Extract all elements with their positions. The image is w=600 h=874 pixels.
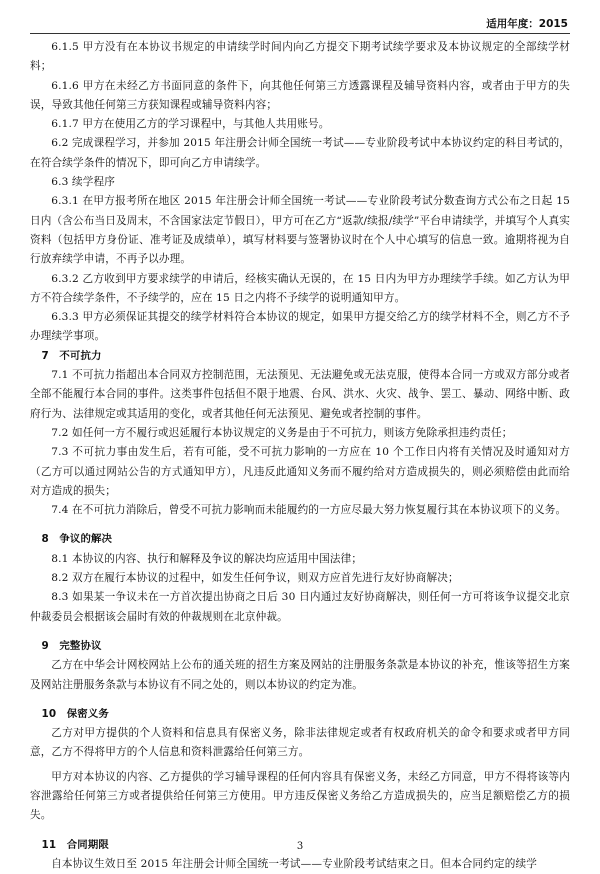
clause-7-1: 7.1 不可抗力指超出本合同双方控制范围，无法预见、无法避免或无法克服，使得本合同一方或双方部分或者全部不能履行本合同的事件。这类事件包括但不限于地震、台风、洪水、火灾、战争、罢工、暴动、网络中断、政府行为、法律规定或其适用的变化，或者其他任何无法预见、避免或者控制的事件。 bbox=[30, 369, 570, 420]
clause-10-a: 乙方对甲方提供的个人资料和信息具有保密义务，除非法律规定或者有权政府机关的命令和要求或者甲方同意，乙方不得将甲方的个人信息和资料泄露给任何第三方。 bbox=[30, 727, 570, 759]
clause-6-3-heading: 6.3 续学程序 bbox=[51, 176, 115, 189]
clause-6-3-3: 6.3.3 甲方必须保证其提交的续学材料符合本协议的规定，如果甲方提交给乙方的续学材料不全，则乙方不予办理续学事项。 bbox=[30, 311, 570, 343]
clause-9: 乙方在中华会计网校网站上公布的通关班的招生方案及网站的注册服务条款是本协议的补充，惟该等招生方案及网站注册服务条款与本协议有不同之处的，则以本协议的约定为准。 bbox=[30, 659, 570, 691]
section-8-heading: 8 争议的解决 bbox=[41, 533, 113, 546]
clause-10-b: 甲方对本协议的内容、乙方提供的学习辅导课程的任何内容具有保密义务，未经乙方同意，甲方不得将该等内容泄露给任何第三方或者提供给任何第三方使用。甲方违反保密义务给乙方造成损失的，应当足额赔偿乙方的损失。 bbox=[30, 770, 570, 822]
section-7-heading: 7 不可抗力 bbox=[41, 349, 102, 362]
applicable-year-label: 适用年度：2015 bbox=[486, 18, 568, 30]
clause-7-2: 7.2 如任何一方不履行或迟延履行本协议规定的义务是由于不可抗力，则该方免除承担违约责任； bbox=[51, 426, 513, 439]
clause-6-1-5: 6.1.5 甲方没有在本协议书规定的申请续学时间内向乙方提交下期考试续学要求及本协议规定的全部续学材料； bbox=[30, 41, 570, 73]
clause-11: 自本协议生效日至 2015 年注册会计师全国统一考试——专业阶段考试结束之日。但本合同约定的续学 bbox=[51, 857, 538, 870]
clause-7-3: 7.3 不可抗力事由发生后，若有可能，受不可抗力影响的一方应在 10 个工作日内将有关情况及时通知对方（乙方可以通过网站公告的方式通知甲方），凡违反此通知义务而不履约给对方造成损失的，则必须赔偿由此而给对方造成的损失； bbox=[30, 446, 570, 497]
document-body bbox=[30, 38, 570, 874]
clause-6-1-7: 6.1.7 甲方在使用乙方的学习课程中，与其他人共用账号。 bbox=[51, 118, 330, 131]
section-10-heading: 10 保密义务 bbox=[41, 707, 109, 720]
section-11-heading: 11 合同期限 bbox=[41, 838, 109, 851]
section-9-heading: 9 完整协议 bbox=[41, 639, 102, 652]
page-header bbox=[0, 0, 600, 34]
clause-6-3-2: 6.3.2 乙方收到甲方要求续学的申请后，经核实确认无误的，在 15 日内为甲方办理续学手续。如乙方认为甲方不符合续学条件，不予续学的，应在 15 日之内将不予续学的说明通知甲方。 bbox=[30, 272, 570, 304]
clause-6-2: 6.2 完成课程学习，并参加 2015 年注册会计师全国统一考试——专业阶段考试中本协议约定的科目考试的，在符合续学条件的情况下，即可向乙方申请续学。 bbox=[30, 137, 570, 169]
header-divider bbox=[30, 33, 570, 34]
clause-8-1: 8.1 本协议的内容、执行和解释及争议的解决均应适用中国法律； bbox=[51, 552, 363, 565]
clause-6-1-6: 6.1.6 甲方在未经乙方书面同意的条件下，向其他任何第三方透露课程及辅导资料内容，或者由于甲方的失误，导致其他任何第三方获知课程或辅导资料内容； bbox=[30, 79, 570, 111]
clause-8-2: 8.2 双方在履行本协议的过程中，如发生任何争议，则双方应首先进行友好协商解决； bbox=[51, 572, 459, 585]
clause-7-4: 7.4 在不可抗力消除后，曾受不可抗力影响而未能履约的一方应尽最大努力恢复履行其在本协议项下的义务。 bbox=[51, 504, 567, 517]
clause-6-3-1: 6.3.1 在甲方报考所在地区 2015 年注册会计师全国统一考试——专业阶段考试分数查询方式公布之日起 15 日内（含公布当日及周末，不含国家法定节假日），甲方可在乙方“返款/续报/续学”平台申请续学，并填写个人真实资料（包括甲方身份证、准考证及成绩单），填写材料要与签署协议时在个人中心填写的信息一致。逾期将视为自行放弃续学申请，不再予以办理。 bbox=[30, 195, 570, 266]
clause-8-3: 8.3 如果某一争议未在一方首次提出协商之日后 30 日内通过友好协商解决，则任何一方可将该争议提交北京仲裁委员会根据该会届时有效的仲裁规则在北京仲裁。 bbox=[30, 591, 570, 623]
page-number: 3 bbox=[296, 841, 304, 852]
